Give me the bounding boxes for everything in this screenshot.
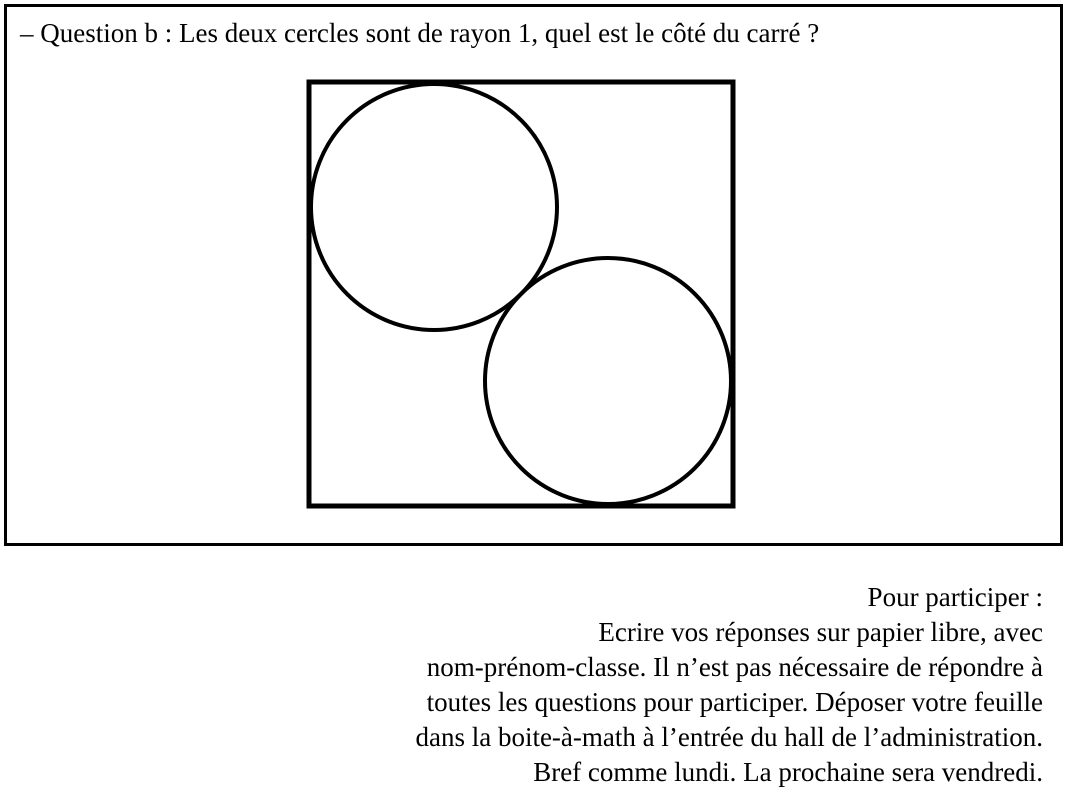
geometry-figure	[301, 76, 741, 516]
question-text: – Question b : Les deux cercles sont de rayon 1, quel est le côté du carré ?	[20, 18, 820, 48]
participation-note-line: nom-prénom-classe. Il n’est pas nécessaire de répondre à	[426, 652, 1043, 682]
participation-note-line: Bref comme lundi. La prochaine sera vendredi.	[533, 757, 1043, 787]
participation-note-line: Pour participer :	[867, 582, 1043, 612]
question-box	[4, 4, 1063, 546]
participation-note	[243, 580, 1043, 790]
figure-svg	[301, 76, 741, 516]
circle-bottom-right-shape	[485, 258, 731, 504]
participation-note-line: dans la boite-à-math à l’entrée du hall de l’administration.	[415, 722, 1043, 752]
participation-note-line: Ecrire vos réponses sur papier libre, avec	[598, 617, 1043, 647]
participation-note-line: toutes les questions pour participer. Déposer votre feuille	[426, 687, 1043, 717]
